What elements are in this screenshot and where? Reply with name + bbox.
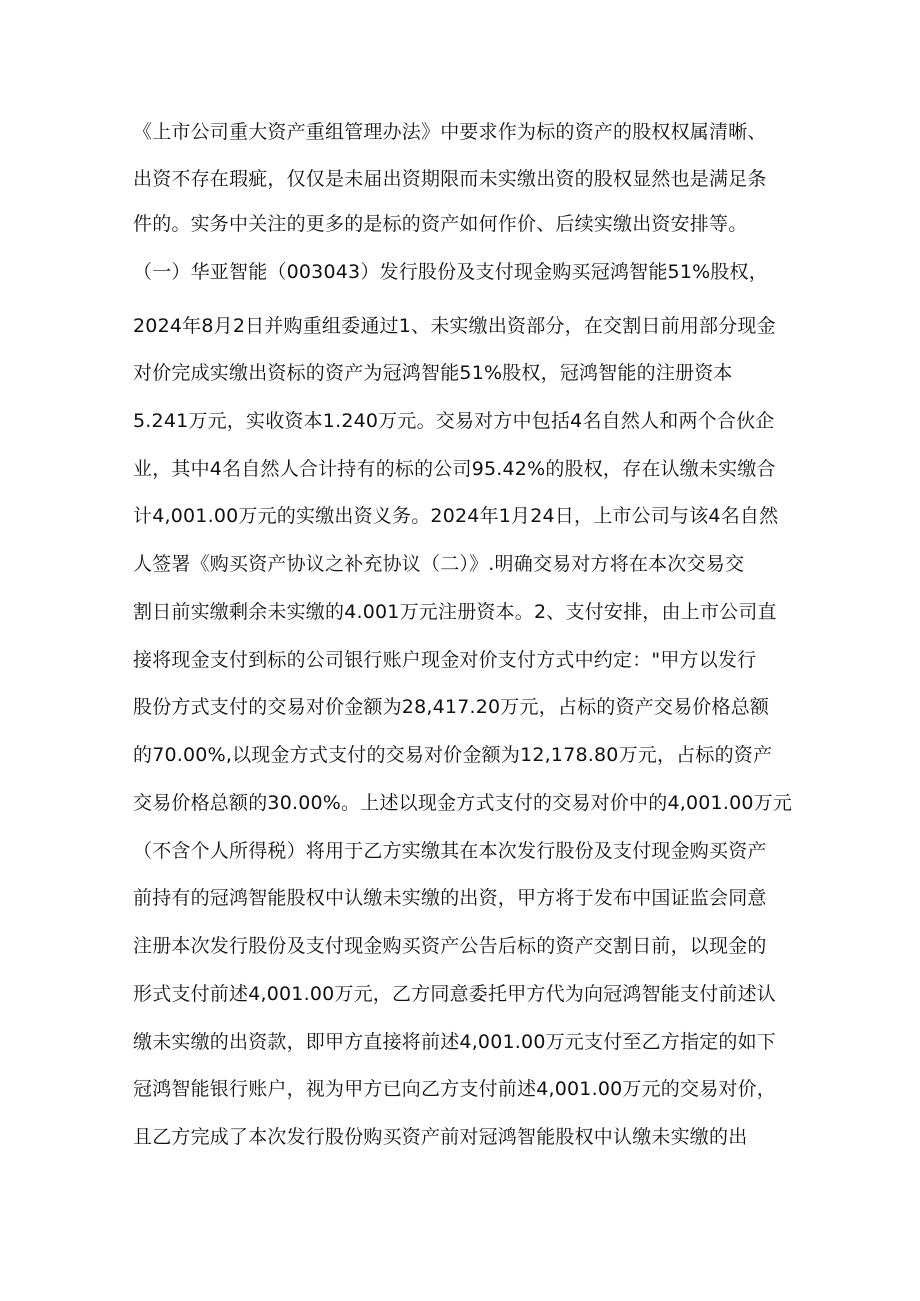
text-line: 出资不存在瑕疵，仅仅是未届出资期限而未实缴出资的股权显然也是满足条 [133, 168, 767, 190]
text-line: 前持有的冠鸿智能股权中认缴未实缴的出资，甲方将于发布中国证监会同意 [133, 887, 767, 909]
text-line: 股份方式支付的交易对价金额为28,417.20万元，占标的资产交易价格总额 [133, 696, 770, 718]
text-line: （不含个人所得税）将用于乙方实缴其在本次发行股份及支付现金购买资产 [133, 840, 767, 862]
text-line: 注册本次发行股份及支付现金购买资产公告后标的资产交割日前，以现金的 [133, 935, 767, 957]
text-line: 的70.00%,以现金方式支付的交易对价金额为12,178.80万元，占标的资产 [133, 744, 773, 766]
text-line: 接将现金支付到标的公司银行账户现金对价支付方式中约定："甲方以发行 [133, 649, 757, 671]
text-line: 计4,001.00万元的实缴出资义务。2024年1月24日，上市公司与该4名自然 [133, 505, 779, 527]
text-line: 件的。实务中关注的更多的是标的资产如何作价、后续实缴出资安排等。 [133, 213, 748, 235]
text-line: 缴未实缴的出资款，即甲方直接将前述4,001.00万元支付至乙方指定的如下 [133, 1031, 777, 1053]
text-line: 交易价格总额的30.00%。上述以现金方式支付的交易对价中的4,001.00万元 [133, 792, 793, 814]
text-line: 业，其中4名自然人合计持有的标的公司95.42%的股权，存在认缴未实缴合 [133, 458, 776, 480]
text-line: 且乙方完成了本次发行股份购买资产前对冠鸿智能股权中认缴未实缴的出 [133, 1126, 748, 1148]
text-line: 《上市公司重大资产重组管理办法》中要求作为标的资产的股权权属清晰、 [133, 121, 767, 143]
text-line: 对价完成实缴出资标的资产为冠鸿智能51%股权，冠鸿智能的注册资本 [133, 362, 733, 384]
text-line: 割日前实缴剩余未实缴的4.001万元注册资本。2、支付安排，由上市公司直 [133, 601, 777, 623]
text-line: 形式支付前述4,001.00万元，乙方同意委托甲方代为向冠鸿智能支付前述认 [133, 983, 777, 1005]
text-line: （一）华亚智能（003043）发行股份及支付现金购买冠鸿智能51%股权， [133, 261, 768, 283]
text-line: 5.241万元，实收资本1.240万元。交易对方中包括4名自然人和两个合伙企 [133, 410, 775, 432]
text-line: 2024年8月2日并购重组委通过1、未实缴出资部分，在交割日前用部分现金 [133, 315, 776, 337]
text-line: 冠鸿智能银行账户，视为甲方已向乙方支付前述4,001.00万元的交易对价， [133, 1078, 777, 1100]
text-line: 人签署《购买资产协议之补充协议（二）》.明确交易对方将在本次交易交 [133, 553, 745, 575]
